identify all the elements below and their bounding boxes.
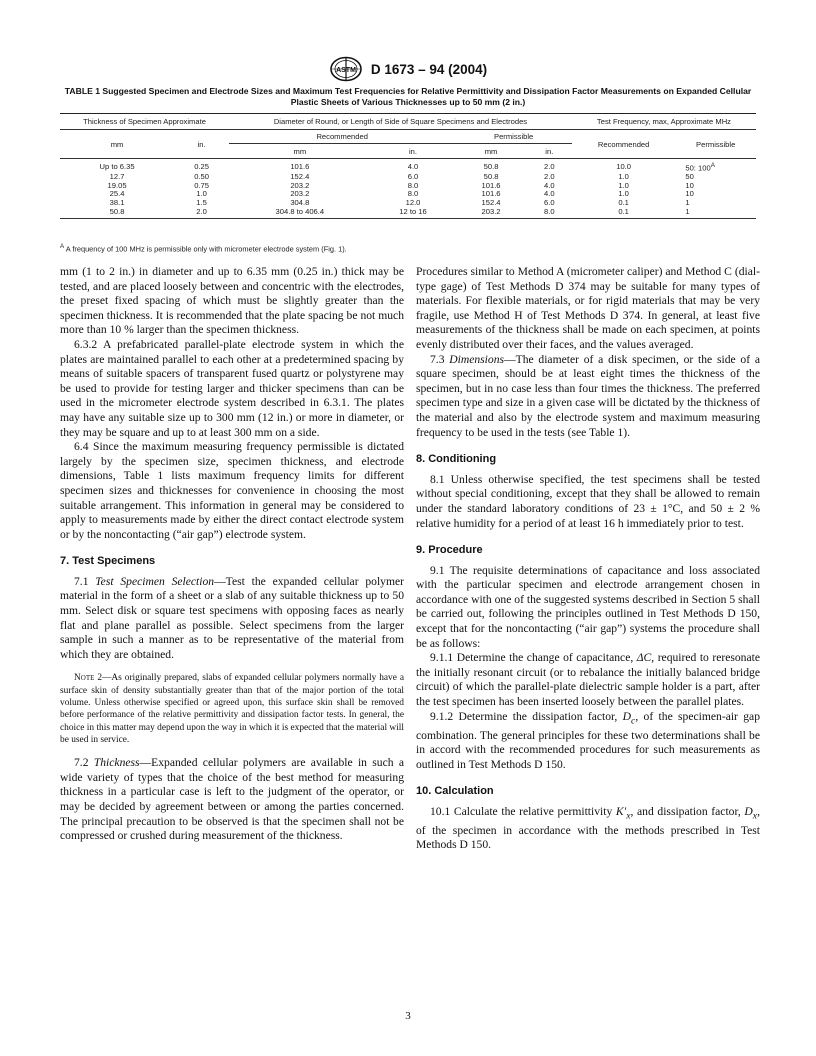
table-cell-freq-perm: 1 [675, 208, 756, 219]
table-cell-perm-mm: 50.8 [483, 162, 499, 172]
standard-designation: D 1673 – 94 (2004) [370, 61, 488, 77]
paragraph-9-1-2: 9.1.2 Determine the dissipation factor, $D_c$, of the specimen-air gap combination. The general principles for these two determinations shall be in accord with the recommended procedures for such measurements as outlined in Test Methods D 150. [416, 709, 760, 771]
table-cell-rec-in: 12 to 16 [371, 208, 456, 219]
header-diameter: Diameter of Round, or Length of Side of Square Specimens and Electrodes [229, 114, 572, 130]
header-permissible: Permissible [455, 130, 572, 144]
heading-section-9: 9. Procedure [416, 544, 483, 557]
table-cell-in: 0.50 [194, 172, 209, 182]
logo-text: ASTM [335, 67, 356, 74]
header-perm-mm: mm [455, 144, 526, 159]
table-footnote [60, 243, 347, 253]
table-body [60, 159, 756, 219]
specimen-table [60, 113, 756, 219]
table-row [60, 159, 756, 174]
table-cell-mm: 38.1 [109, 197, 125, 207]
paragraph-7-2-cont: Procedures similar to Method A (micrometer caliper) and Method C (dial-type gage) of Test Methods D 374 may be suitable for many types of materials. For flexible materials, or for rigid materials that may be very fragile, use Method H of Test Methods D 374. In general, at least five measurements of the thickness shall be made on each specimen, at points evenly distributed over their faces, and the values averaged. [416, 265, 760, 351]
table-cell-in: 1.0 [196, 189, 207, 199]
paragraph-6-4: 6.4 Since the maximum measuring frequency permissible is dictated largely by the specimen size, specimen thickness, and electrode dimensions, Table 1 lists maximum frequency limits for different specimen sizes and thicknesses for convenience in choosing the most suitable arrangement. This information in general may be considered to apply to measurements made by either the direct contact electrode system or by the noncontacting (“air gap”) electrode system. [60, 440, 404, 541]
table-cell-rec-mm: 304.8 [290, 197, 310, 207]
table-cell-perm-in: 4.0 [544, 189, 555, 199]
table-cell-rec-mm: 203.2 [290, 180, 310, 190]
header-rec-mm: mm [229, 144, 371, 159]
heading-section-7: 7. Test Specimens [60, 555, 156, 568]
table-cell-perm-mm: 101.6 [481, 180, 501, 190]
table-cell-freq-rec: 1.0 [618, 172, 629, 182]
footnote-text: A frequency of 100 MHz is permissible only with micrometer electrode system (Fig. 1). [65, 244, 347, 254]
header-rec-in: in. [371, 144, 456, 159]
table-cell-perm-in: 4.0 [544, 180, 555, 190]
table-cell-in: 2.0 [174, 208, 229, 219]
table-cell-mm: 50.8 [60, 208, 174, 219]
table-cell-rec-in: 8.0 [407, 180, 419, 190]
paragraph-9-1-1: 9.1.1 Determine the change of capacitance, ΔC, required to reresonate the initially resonant circuit (or to rebalance the initially balanced bridge circuit) of which the parallel-plate dielectric sample holder is a part, after the test specimen has been inserted loosely between the parallel plates. [416, 651, 760, 709]
page-number: 3 [405, 1010, 411, 1022]
table-cell-freq-perm: 50: $100^A$ [685, 162, 715, 173]
table-cell-perm-in: 2.0 [544, 162, 555, 172]
note-2: Note 2—As originally prepared, slabs of expanded cellular polymers normally have a surface skin of density substantially greater than that of the major portion of the total volume. Unless otherwise specified or agreed upon, this surface skin shall be removed before performance of the relative permittivity and dissipation factor tests. In general, the choice in this matter may depend upon the way in which it is expected that the material will be used in service. [60, 673, 404, 745]
header-frequency: Test Frequency, max, Approximate MHz [572, 114, 756, 130]
table-cell-rec-mm: 203.2 [290, 189, 310, 199]
table-caption: TABLE 1 Suggested Specimen and Electrode Sizes and Maximum Test Frequencies for Relative Permittivity and Dissipation Factor Measurements on Expanded Cellular Plastic Sheets of Various Thicknesses up to 50 mm (2 in.) [64, 86, 752, 107]
paragraph-10-1: 10.1 Calculate the relative permittivity $K'_x$, and dissipation factor, $D_x$, of the specimen in accordance with the methods prescribed in Test Methods D 150. [416, 804, 760, 852]
paragraph-9-1: 9.1 The requisite determinations of capacitance and loss associated with the particular specimen and electrode arrangement chosen in accordance with one of the suggested systems described in Section 5 shall be carried out, following the principles outlined in Test Methods D 150, except that for the noncontacting (“air gap”) systems the procedure shall be as follows: [416, 563, 760, 650]
left-column [60, 265, 404, 844]
table-cell-freq-rec: 1.0 [618, 189, 629, 199]
table-cell-mm: Up to 6.35 [99, 162, 135, 172]
paragraph-7-2: 7.2 Thickness—Expanded cellular polymers are available in such a wide variety of types that the choice of the best method for measuring thickness in a particular case is left to the judgment of the operator, or may be decided by agreement between or among the parties concerned. The principal precaution to be observed is that the specimen shall not be compressed or crushed during measurement of the thickness. [60, 756, 405, 843]
table-footnote-ref: A [710, 162, 715, 169]
table-cell-mm: 12.7 [109, 172, 125, 182]
table-cell-perm-mm: 203.2 [455, 208, 526, 219]
paragraph-7-3: 7.3 Dimensions—The diameter of a disk specimen, or the side of a square specimen, should be at least eight times the thickness of the specimen, but in no case less than four times the thickness. The preferred specimen type and size in a given case will be dictated by the thickness of the material and also by the electrode system and maximum measuring frequency to be used in the tests (see Table 1). [416, 352, 760, 439]
header-thickness: Thickness of Specimen Approximate [60, 114, 229, 130]
astm-logo-icon [329, 56, 363, 82]
table-cell-freq-perm: 50 [685, 172, 694, 182]
table-cell-rec-in: 8.0 [407, 189, 419, 199]
table-cell-rec-mm: 152.4 [290, 172, 310, 182]
table-cell-freq-rec: 0.1 [572, 208, 675, 219]
table-cell-in: 0.25 [194, 162, 209, 172]
table-row [60, 208, 756, 219]
paragraph-6-3-2: 6.3.2 A prefabricated parallel-plate electrode system in which the plates are maintained parallel to each other at a predetermined spacing by means of suitable spacers of transparent fused quartz or polystyrene may be used to provide for testing larger and thicker specimens than can be used in the micrometer electrode system described in 6.3.1. The plates may have any suitable size up to 300 mm (12 in.) or more in diameter, or they may be square and up to at least 300 mm on a side. [60, 337, 404, 439]
paragraph-8-1: 8.1 Unless otherwise specified, the test specimens shall be tested without special conditioning, except that they shall be allowed to remain under the standard laboratory conditions of 23 ± 1°C, and 50 ± 2 % relative humidity for a period of at least 16 h immediately prior to test. [416, 472, 760, 530]
header-in: in. [174, 130, 229, 159]
table-cell-freq-perm: 10 [685, 189, 694, 199]
right-column [416, 265, 760, 853]
paragraph-6-3-1-cont: mm (1 to 2 in.) in diameter and up to 6.35 mm (0.25 in.) thick may be tested, and are placed loosely between and concentric with the electrodes, the preset fixed spacing of which must be slightly greater than the specimen thickness. It is recommended that the plate spacing be not much more than 10 % larger than the specimen thickness. [60, 265, 404, 337]
table-cell-perm-in: 8.0 [527, 208, 572, 219]
paragraph-7-1: 7.1 Test Specimen Selection—Test the expanded cellular polymer material in the form of a sheet or a slab of any suitable thickness up to 50 mm. Select disk or square test specimens with opposing faces as nearly flat and plane parallel as possible. Select specimens from the larger sample in such a manner as to be representative of the material from which they are obtained. [60, 574, 404, 661]
table-cell-rec-in: 6.0 [407, 172, 419, 182]
table-cell-perm-in: 6.0 [544, 197, 555, 207]
table-cell-mm: 19.05 [107, 180, 127, 190]
table-cell-rec-in: 4.0 [407, 162, 419, 172]
header-freq-recommended: Recommended [572, 130, 675, 159]
heading-section-10: 10. Calculation [416, 785, 494, 798]
table-cell-rec-mm: 101.6 [290, 162, 310, 172]
table-cell-perm-in: 2.0 [544, 172, 555, 182]
header-freq-permissible: Permissible [675, 130, 756, 159]
table-cell-in: 1.5 [196, 197, 207, 207]
table-cell-freq-rec: 1.0 [618, 180, 629, 190]
header-mm: mm [60, 130, 174, 159]
table-cell-freq-perm: 10 [685, 180, 694, 190]
header-perm-in: in. [527, 144, 572, 159]
table-cell-mm: 25.4 [109, 189, 125, 199]
table-cell-freq-rec: 0.1 [618, 197, 629, 207]
table-cell-perm-mm: 101.6 [481, 189, 501, 199]
header-recommended: Recommended [229, 130, 455, 144]
footnote-mark: A [60, 243, 65, 250]
table-cell-in: 0.75 [194, 180, 209, 190]
table-cell-rec-in: 12.0 [405, 197, 421, 207]
table-cell-freq-rec: 10.0 [616, 162, 632, 172]
table-cell-freq-perm: 1 [685, 197, 690, 207]
table-cell-rec-mm: 304.8 to 406.4 [229, 208, 371, 219]
heading-section-8: 8. Conditioning [416, 453, 497, 466]
table-cell-perm-mm: 152.4 [481, 197, 501, 207]
page-header [0, 56, 816, 82]
table-cell-perm-mm: 50.8 [483, 172, 499, 182]
